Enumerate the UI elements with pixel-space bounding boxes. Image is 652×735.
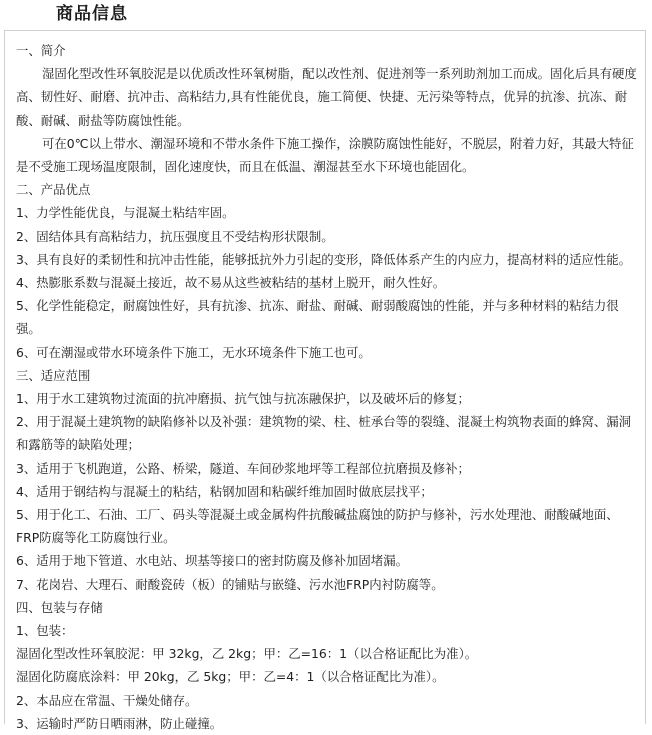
section-heading-applications: 三、适应范围 — [16, 367, 91, 383]
packaging-item: 湿固化防腐底涂料：甲 20kg，乙 5kg；甲：乙=4：1（以合格证配比为准）。 — [16, 669, 445, 685]
advantage-item: 1、力学性能优良，与混凝土粘结牢固。 — [16, 205, 235, 221]
product-info-body — [16, 39, 640, 735]
advantage-item: 3、具有良好的柔韧性和抗冲击性能，能够抵抗外力引起的变形，降低体系产生的内应力，提高材料的适应性能。 — [16, 251, 632, 267]
application-item: 2、用于混凝土建筑物的缺陷修补以及补强：建筑物的梁、柱、桩承台等的裂缝、混凝土构筑物表面的蜂窝、漏洞和露筋等的缺陷处理； — [16, 414, 632, 453]
page-header — [0, 0, 652, 30]
application-item: 1、用于水工建筑物过流面的抗冲磨损、抗气蚀与抗冻融保护，以及破坏后的修复； — [16, 391, 470, 407]
section-heading-intro: 一、简介 — [16, 43, 66, 58]
application-item: 6、适用于地下管道、水电站、坝基等接口的密封防腐及修补加固堵漏。 — [16, 553, 408, 569]
page-title: 商品信息 — [56, 4, 128, 24]
application-item: 4、适用于钢结构与混凝土的粘结，粘钢加固和粘碳纤维加固时做底层找平； — [16, 483, 433, 499]
packaging-item: 3、运输时严防日晒雨淋，防止碰撞。 — [16, 715, 223, 731]
advantage-item: 5、化学性能稳定，耐腐蚀性好，具有抗渗、抗冻、耐盐、耐碱、耐弱酸腐蚀的性能，并与多种材料的粘结力很强。 — [16, 298, 619, 337]
packaging-item: 湿固化型改性环氧胶泥：甲 32kg，乙 2kg；甲：乙=16：1（以合格证配比为准）。 — [16, 646, 478, 662]
packaging-item: 1、包装： — [16, 623, 74, 639]
application-item: 5、用于化工、石油、工厂、码头等混凝土或金属构件抗酸碱盐腐蚀的防护与修补，污水处理池、耐酸碱地面、FRP防腐等化工防腐蚀行业。 — [16, 507, 619, 546]
application-item: 3、适用于飞机跑道，公路、桥梁，隧道、车间砂浆地坪等工程部位抗磨损及修补； — [16, 460, 470, 476]
application-item: 7、花岗岩、大理石、耐酸瓷砖（板）的铺贴与嵌缝、污水池FRP内衬防腐等。 — [16, 576, 444, 592]
advantage-item: 6、可在潮湿或带水环境条件下施工，无水环境条件下施工也可。 — [16, 344, 371, 360]
product-info-box — [4, 30, 646, 731]
section-heading-advantages: 二、产品优点 — [16, 182, 91, 198]
packaging-item: 2、本品应在常温、干燥处储存。 — [16, 692, 198, 708]
intro-paragraph-1: 湿固化型改性环氧胶泥是以优质改性环氧树脂，配以改性剂、促进剂等一系列助剂加工而成。固化后具有硬度高、韧性好、耐磨、抗冲击、高粘结力,具有性能优良，施工简便、快捷、无污染等特点，优异的抗渗、抗冻、耐酸、耐碱、耐盐等防腐蚀性能。 — [16, 66, 637, 128]
advantage-item: 4、热膨胀系数与混凝土接近，故不易从这些被粘结的基材上脱开，耐久性好。 — [16, 275, 446, 291]
section-heading-packaging: 四、包装与存储 — [16, 599, 103, 615]
advantage-item: 2、固结体具有高粘结力，抗压强度且不受结构形状限制。 — [16, 228, 334, 244]
intro-paragraph-2: 可在0℃以上带水、潮湿环境和不带水条件下施工操作，涂膜防腐蚀性能好，不脱层，附着力好，其最大特征是不受施工现场温度限制，固化速度快，而且在低温、潮湿甚至水下环境也能固化。 — [16, 135, 634, 175]
